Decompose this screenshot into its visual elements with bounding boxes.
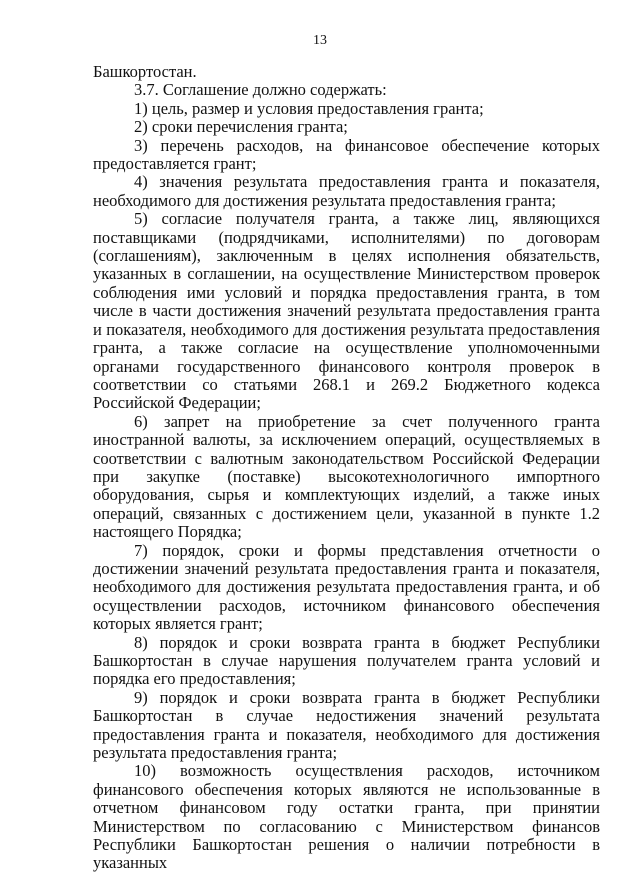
paragraph: 10) возможность осуществления расходов, источником финансового обеспечения которых являются не использованные в отчетном финансовом году остатки гранта, при принятии Министерством по согласованию с Министерством финансов Республики Башкортостан решения о наличии потребности в указанных — [93, 761, 600, 873]
document-body — [93, 63, 600, 873]
page-number: 13 — [313, 33, 327, 48]
paragraph: Башкортостан. — [93, 62, 197, 81]
paragraph: 7) порядок, сроки и формы представления отчетности о достижении значений результата предоставления гранта и показателя, необходимого для достижения результата предоставления гранта, и об осуществлении расходов, источником финансового обеспечения которых является грант; — [93, 540, 600, 634]
paragraph: 4) значения результата предоставления гранта и показателя, необходимого для достижения результата предоставления гранта; — [93, 172, 600, 210]
paragraph: 8) порядок и сроки возврата гранта в бюджет Республики Башкортостан в случае нарушения получателем гранта условий и порядка его предоставления; — [93, 632, 600, 689]
paragraph: 5) согласие получателя гранта, а также лиц, являющихся поставщиками (подрядчиками, исполнителями) по договорам (соглашениям), заключенным в целях исполнения обязательств, указанных в соглашении, на осуществление Министерством проверок соблюдения ими условий и порядка предоставления гранта, в том числе в части достижения значений результата предоставления гранта и показателя, необходимого для достижения результата предоставления гранта, а также согласие на осуществление уполномоченными органами государственного финансового контроля проверок в соответствии со статьями 268.1 и 269.2 Бюджетного кодекса Российской Федерации; — [93, 209, 600, 413]
paragraph: 6) запрет на приобретение за счет полученного гранта иностранной валюты, за исключением операций, осуществляемых в соответствии с валютным законодательством Российской Федерации при закупке (поставке) высокотехнологичного импортного оборудования, сырья и комплектующих изделий, а также иных операций, связанных с достижением цели, указанной в пункте 1.2 настоящего Порядка; — [93, 411, 600, 542]
paragraph: 1) цель, размер и условия предоставления гранта; — [134, 98, 484, 118]
paragraph: 9) порядок и сроки возврата гранта в бюджет Республики Башкортостан в случае недостижения значений результата предоставления гранта и показателя, необходимого для достижения результата предоставления гранта; — [93, 687, 600, 763]
paragraph: 3) перечень расходов, на финансовое обеспечение которых предоставляется грант; — [93, 135, 600, 174]
paragraph: 2) сроки перечисления гранта; — [134, 117, 348, 137]
paragraph: 3.7. Соглашение должно содержать: — [134, 80, 387, 100]
